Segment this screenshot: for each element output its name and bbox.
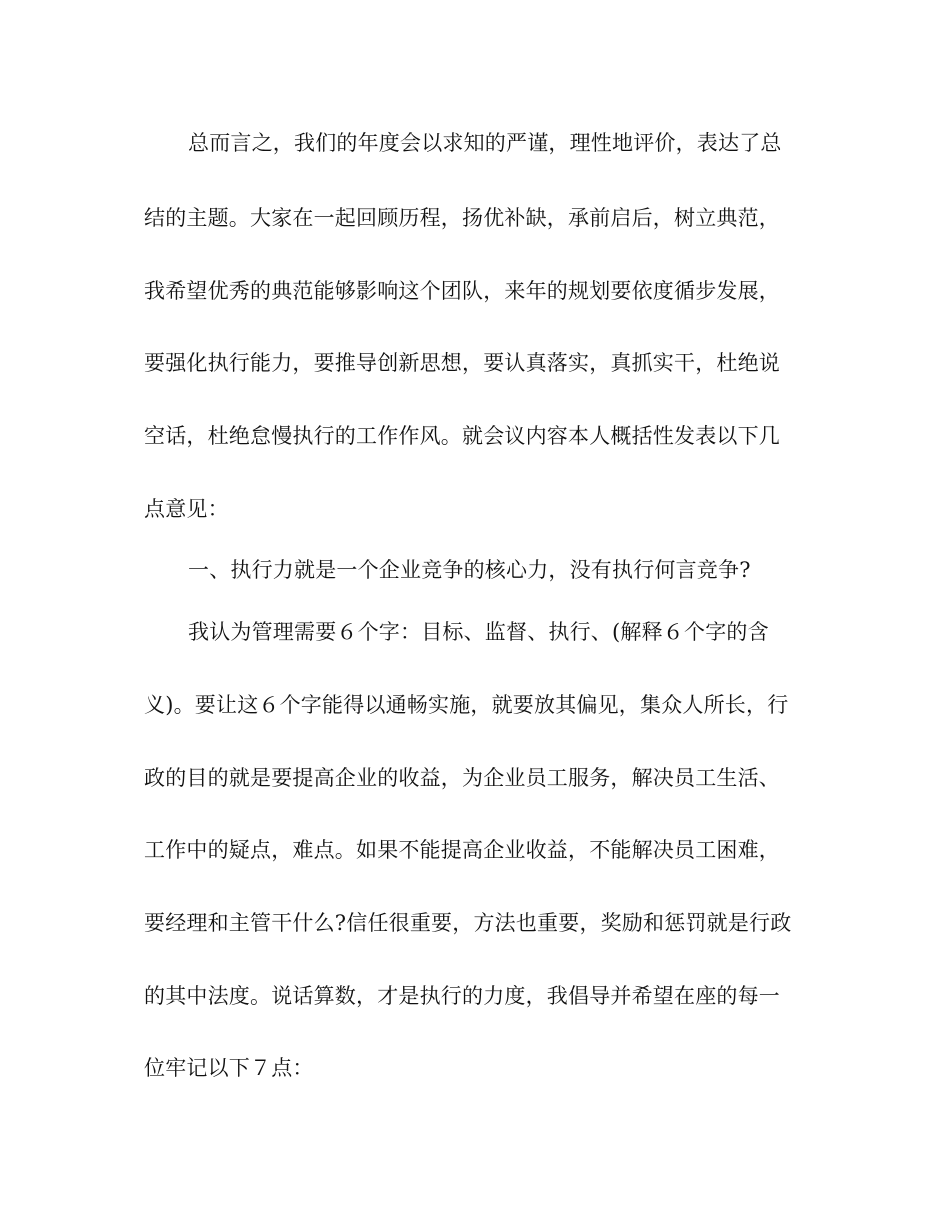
section-heading-1: 一、执行力就是一个企业竞争的核心力，没有执行何言竞争? — [188, 558, 751, 582]
paragraph-2-line-5: 要经理和主管干什么?信任很重要，方法也重要，奖励和惩罚就是行政 — [144, 911, 792, 935]
paragraph-2-line-3: 政的目的就是要提高企业的收益，为企业员工服务，解决员工生活、 — [144, 766, 780, 790]
paragraph-1-line-1: 总而言之，我们的年度会以求知的严谨，理性地评价，表达了总 — [188, 131, 782, 155]
paragraph-2-line-4: 工作中的疑点，难点。如果不能提高企业收益，不能解决员工困难， — [144, 838, 780, 862]
paragraph-1-line-2: 结的主题。大家在一起回顾历程，扬优补缺，承前启后，树立典范， — [144, 206, 780, 230]
paragraph-2-line-1: 我认为管理需要６个字：目标、监督、执行、(解释６个字的含 — [188, 620, 769, 644]
paragraph-1-line-3: 我希望优秀的典范能够影响这个团队，来年的规划要依度循步发展， — [144, 279, 780, 303]
paragraph-1-line-6: 点意见： — [144, 497, 229, 521]
paragraph-2-line-6: 的其中法度。说话算数，才是执行的力度，我倡导并希望在座的每一 — [144, 984, 780, 1008]
paragraph-1-line-4: 要强化执行能力，要推导创新思想，要认真落实，真抓实干，杜绝说 — [144, 351, 780, 375]
paragraph-1-line-5: 空话，杜绝怠慢执行的工作作风。就会议内容本人概括性发表以下几 — [144, 424, 780, 448]
paragraph-2-line-7: 位牢记以下７点： — [144, 1056, 314, 1080]
paragraph-2-line-2: 义)。要让这６个字能得以通畅实施，就要放其偏见，集众人所长，行 — [144, 693, 789, 717]
